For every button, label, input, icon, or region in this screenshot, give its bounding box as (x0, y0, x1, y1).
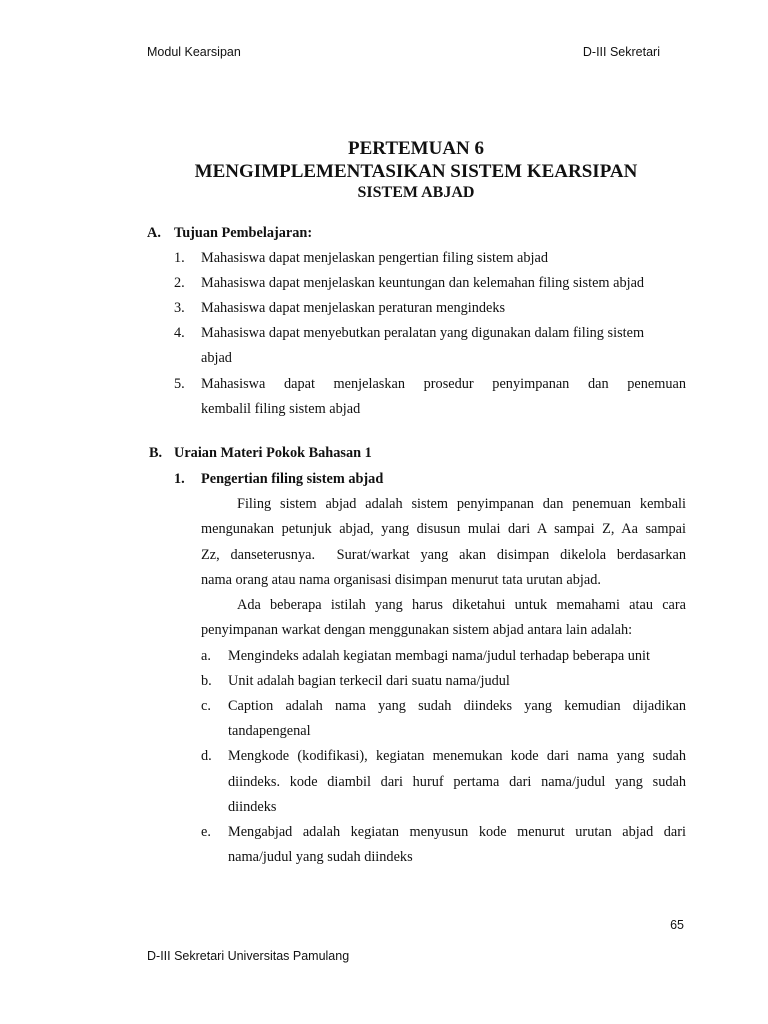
subsection-heading: Pengertian filing sistem abjad (201, 471, 384, 487)
term-text-continued: nama/judul yang sudah diindeks (228, 849, 413, 865)
running-header-left: Modul Kearsipan (147, 45, 241, 59)
objective-number: 4. (174, 325, 185, 341)
term-letter: d. (201, 748, 212, 764)
objective-text: Mahasiswa dapat menjelaskan peraturan mengindeks (201, 300, 506, 316)
objective-text: Mahasiswa dapat menjelaskan keuntungan dan kelemahan filing sistem abjad (201, 275, 645, 291)
section-a-marker: A. (147, 225, 161, 241)
term-text-continued: diindeks (228, 799, 277, 815)
chapter-title: MENGIMPLEMENTASIKAN SISTEM KEARSIPAN (194, 161, 638, 182)
running-footer: D-III Sekretari Universitas Pamulang (147, 949, 350, 963)
term-text: Unit adalah bagian terkecil dari suatu nama/judul (228, 673, 510, 689)
term-text: Caption adalah nama yang sudah diindeks yang kemudian dijadikan (228, 698, 686, 714)
paragraph-line: nama orang atau nama organisasi disimpan menurut tata urutan abjad. (201, 572, 601, 588)
paragraph-line: Zz, danseterusnya. Surat/warkat yang akan disimpan dikelola berdasarkan (201, 547, 686, 563)
section-b-heading: Uraian Materi Pokok Bahasan 1 (174, 445, 372, 461)
objective-number: 5. (174, 376, 185, 392)
paragraph-line: Filing sistem abjad adalah sistem penyimpanan dan penemuan kembali (237, 496, 686, 512)
running-header-right: D-III Sekretari (582, 45, 660, 59)
term-text-continued: tandapengenal (228, 723, 311, 739)
subsection-number: 1. (174, 471, 185, 487)
objective-text: Mahasiswa dapat menjelaskan prosedur penyimpanan dan penemuan (201, 376, 686, 392)
objective-text-continued: abjad (201, 350, 232, 366)
term-text: Mengkode (kodifikasi), kegiatan menemukan kode dari nama yang sudah (228, 748, 686, 764)
term-text: Mengabjad adalah kegiatan menyusun kode menurut urutan abjad dari (228, 824, 686, 840)
objective-number: 2. (174, 275, 185, 291)
chapter-subtitle: SISTEM ABJAD (357, 184, 475, 201)
term-letter: e. (201, 824, 211, 840)
section-a-heading: Tujuan Pembelajaran: (174, 225, 313, 241)
paragraph-line: penyimpanan warkat dengan menggunakan sistem abjad antara lain adalah: (201, 622, 633, 638)
term-letter: b. (201, 673, 212, 689)
paragraph-line: Ada beberapa istilah yang harus diketahui untuk memahami atau cara (237, 597, 686, 613)
chapter-number: PERTEMUAN 6 (347, 138, 485, 159)
term-letter: a. (201, 648, 211, 664)
objective-text: Mahasiswa dapat menyebutkan peralatan yang digunakan dalam filing sistem (201, 325, 645, 341)
paragraph-line: mengunakan petunjuk abjad, yang disusun mulai dari A sampai Z, Aa sampai (201, 521, 686, 537)
objective-text-continued: kembalil filing sistem abjad (201, 401, 361, 417)
section-b-marker: B. (149, 445, 163, 461)
term-text-continued: diindeks. kode diambil dari huruf pertama dari nama/judul yang sudah (228, 774, 686, 790)
page-number: 65 (670, 918, 684, 932)
objective-number: 1. (174, 250, 185, 266)
term-letter: c. (201, 698, 211, 714)
objective-number: 3. (174, 300, 185, 316)
objective-text: Mahasiswa dapat menjelaskan pengertian filing sistem abjad (201, 250, 548, 266)
term-text: Mengindeks adalah kegiatan membagi nama/judul terhadap beberapa unit (228, 648, 651, 664)
